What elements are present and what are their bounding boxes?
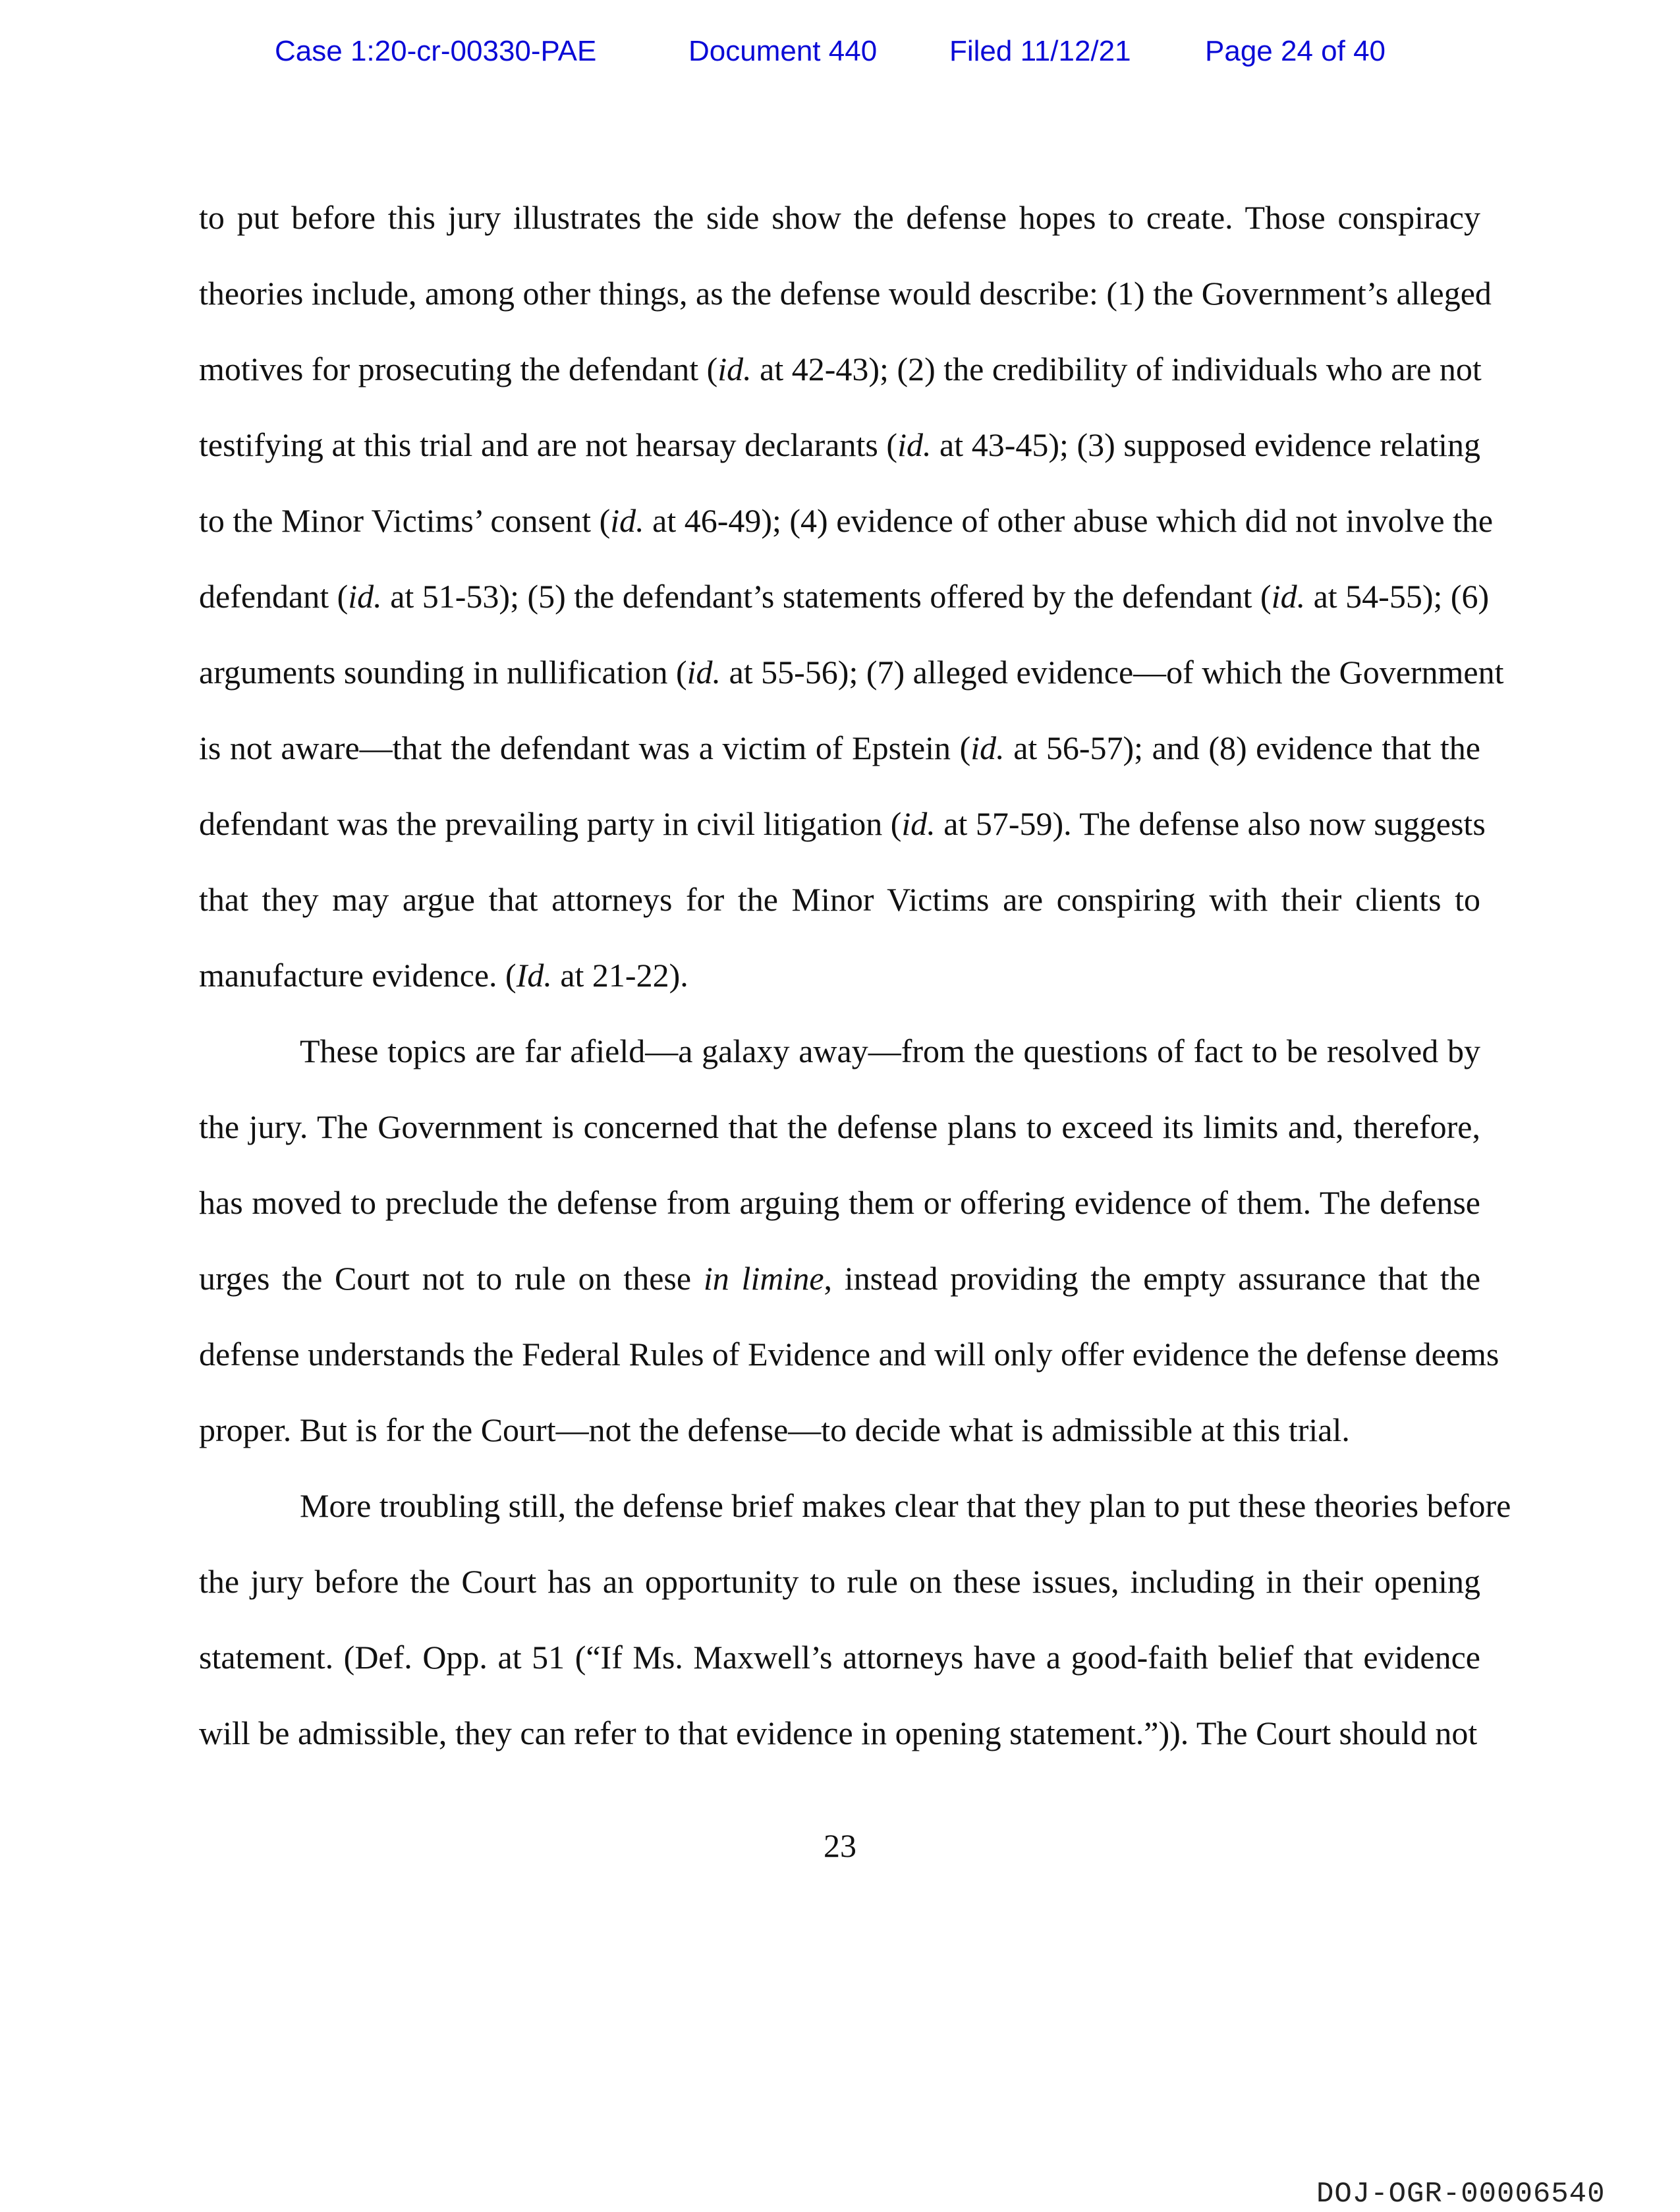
bates-number: DOJ-OGR-00006540 [1316,2178,1606,2211]
text-run: is not aware—that the defendant was a victim of Epstein ( [199,729,971,766]
text-run: to put before this jury illustrates the side show the defense hopes to create. Those conspiracy [199,199,1480,236]
text-line [199,652,1504,692]
text-line [199,955,1480,995]
document-number: Document 440 [688,35,878,67]
text-line [199,1637,1480,1677]
text-run: defendant was the prevailing party in civil litigation ( [199,805,902,842]
text-line [199,1107,1480,1147]
italic-citation: id. [348,578,382,615]
text-run: defense understands the Federal Rules of Evidence and will only offer evidence the defense deems [199,1336,1499,1373]
italic-citation: id. [1271,578,1306,615]
text-line [199,1183,1480,1222]
text-line [199,1713,1480,1753]
text-line [199,198,1480,237]
text-line [199,1334,1499,1374]
text-line [199,1259,1480,1298]
italic-citation: id. [686,654,721,691]
text-run: at 51-53); (5) the defendant’s statements offered by the defendant ( [381,578,1272,615]
italic-citation: in limine [703,1260,824,1297]
text-run: at 54-55); (6) [1305,578,1490,615]
italic-citation: id. [901,805,936,842]
italic-citation: Id. [516,957,552,994]
text-run: defendant ( [199,578,349,615]
page-of-total: Page 24 of 40 [1205,35,1386,67]
text-run: that they may argue that attorneys for the Minor Victims are conspiring with their clients to [199,881,1480,918]
text-run: urges the Court not to rule on these [199,1260,704,1297]
text-line [300,1486,1511,1525]
text-line [199,501,1494,540]
text-line [300,1031,1480,1071]
case-number: Case 1:20-cr-00330-PAE [275,35,597,67]
text-run: , instead providing the empty assurance that the [824,1260,1481,1297]
text-run: testifying at this trial and are not hearsay declarants ( [199,426,898,463]
text-run: to the Minor Victims’ consent ( [199,502,611,539]
italic-citation: id. [717,351,752,387]
text-run: at 55-56); (7) alleged evidence—of which the Government [721,654,1504,691]
filed-date: Filed 11/12/21 [949,35,1131,67]
text-line [199,728,1480,768]
text-run: theories include, among other things, as the defense would describe: (1) the Government’s alleged [199,275,1492,312]
text-run: proper. But is for the Court—not the defense—to decide what is admissible at this trial. [199,1411,1350,1448]
text-run: at 56-57); and (8) evidence that the [1004,729,1480,766]
text-run: at 57-59). The defense also now suggests [935,805,1486,842]
text-line [199,1562,1480,1601]
text-run: manufacture evidence. ( [199,957,517,994]
text-run: the jury. The Government is concerned that the defense plans to exceed its limits and, therefore, [199,1108,1480,1145]
text-run: More troubling still, the defense brief makes clear that they plan to put these theories before [300,1487,1511,1524]
text-run: at 43-45); (3) supposed evidence relating [931,426,1481,463]
page-number: 23 [824,1827,856,1864]
italic-citation: id. [970,729,1005,766]
text-run: statement. (Def. Opp. at 51 (“If Ms. Maxwell’s attorneys have a good-faith belief that evidence [199,1639,1480,1676]
text-run: These topics are far afield—a galaxy away—from the questions of fact to be resolved by [300,1033,1480,1069]
text-run: at 46-49); (4) evidence of other abuse which did not involve the [644,502,1494,539]
text-run: has moved to preclude the defense from arguing them or offering evidence of them. The defense [199,1184,1480,1221]
text-line [199,880,1480,919]
text-run: arguments sounding in nullification ( [199,654,687,691]
italic-citation: id. [897,426,932,463]
text-line [199,804,1486,843]
text-run: at 42-43); (2) the credibility of individuals who are not [751,351,1482,387]
text-line [199,273,1492,313]
text-line [199,425,1480,465]
text-run: the jury before the Court has an opportunity to rule on these issues, including in their opening [199,1563,1480,1600]
text-run: will be admissible, they can refer to that evidence in opening statement.”)). The Court should not [199,1715,1478,1751]
text-run: motives for prosecuting the defendant ( [199,351,718,387]
ecf-header-stamp [275,33,1386,70]
text-line [199,1410,1480,1450]
text-line [199,577,1490,616]
text-line [199,349,1480,389]
text-run: at 21-22). [551,957,688,994]
italic-citation: id. [610,502,644,539]
